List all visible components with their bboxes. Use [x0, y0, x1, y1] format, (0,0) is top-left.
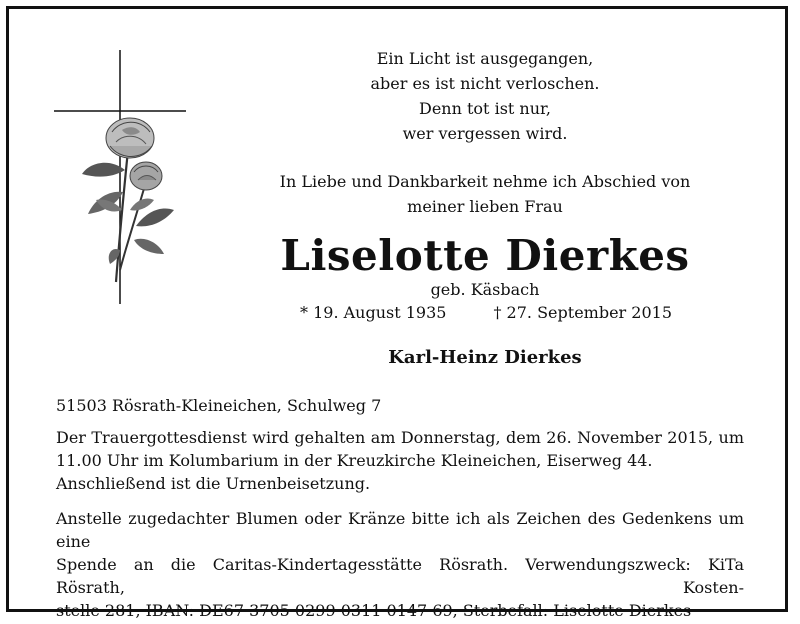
birth-date: * 19. August 1935 [300, 303, 447, 322]
poem-line: Ein Licht ist ausgegangen, [376, 49, 594, 68]
donation-paragraph [56, 507, 744, 622]
service-line: Der Trauergottesdienst wird gehalten am Donnerstag, dem 26. November 2015, um [56, 428, 744, 447]
poem-line: aber es ist nicht verloschen. [370, 74, 600, 93]
deceased-name: Liselotte Dierkes [280, 231, 690, 280]
address: 51503 Rösrath-Kleineichen, Schulweg 7 [56, 396, 382, 415]
poem [300, 46, 670, 146]
donation-line: stelle 281, IBAN: DE67 3705 0299 0311 0147 69, Sterbefall: Liselotte Dierkes [56, 601, 692, 620]
cross-with-roses-icon [50, 50, 190, 310]
poem-line: Denn tot ist nur, [419, 99, 551, 118]
service-line: 11.00 Uhr im Kolumbarium in der Kreuzkirche Kleineichen, Eiserweg 44. [56, 451, 653, 470]
poem-line: wer vergessen wird. [402, 124, 568, 143]
intro-line: meiner lieben Frau [407, 197, 563, 216]
donation-line: Spende an die Caritas-Kindertagesstätte Rösrath. Verwendungszweck: KiTa Rösrath, Kosten- [56, 555, 744, 597]
death-date: † 27. September 2015 [493, 303, 672, 322]
birth-name: geb. Käsbach [430, 280, 540, 299]
intro-text [270, 169, 700, 219]
service-line: Anschließend ist die Urnenbeisetzung. [56, 474, 371, 493]
donation-line: Anstelle zugedachter Blumen oder Kränze bitte ich als Zeichen des Gedenkens um eine [56, 509, 744, 551]
mourner-name: Karl-Heinz Dierkes [388, 347, 582, 368]
service-paragraph [56, 426, 744, 495]
intro-line: In Liebe und Dankbarkeit nehme ich Abschied von [279, 172, 691, 191]
